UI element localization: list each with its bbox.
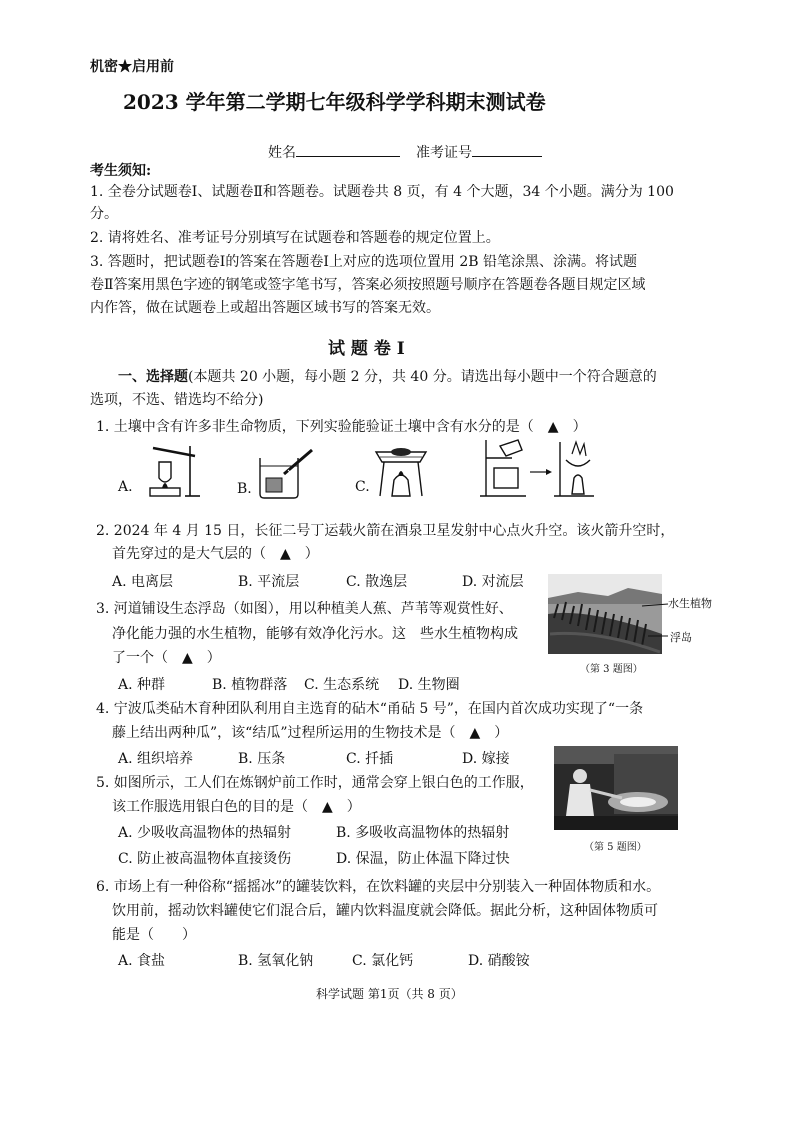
id-label: 准考证号 bbox=[416, 145, 472, 161]
q3-stem: 了一个（ ▲ ） bbox=[112, 650, 221, 666]
q3-stem: 3. 河道铺设生态浮岛（如图），用以种植美人蕉、芦苇等观赏性好、 bbox=[96, 601, 513, 617]
q3-option-c[interactable]: C. 生态系统 bbox=[304, 677, 380, 693]
q6-option-b[interactable]: B. 氢氧化钠 bbox=[238, 953, 314, 969]
notice-line: 分。 bbox=[90, 206, 118, 222]
q3-label-island: 浮岛 bbox=[670, 631, 692, 644]
q5-option-b[interactable]: B. 多吸收高温物体的热辐射 bbox=[336, 825, 510, 841]
q1-apparatus-d-icon bbox=[478, 436, 596, 500]
exam-title: 2023 学年第二学期七年级科学学科期末测试卷 bbox=[123, 90, 546, 114]
q3-option-d[interactable]: D. 生物圈 bbox=[398, 677, 460, 693]
section-heading bbox=[118, 370, 657, 384]
q2-option-b[interactable]: B. 平流层 bbox=[238, 574, 300, 590]
notice-heading: 考生须知: bbox=[90, 163, 152, 179]
q3-option-a[interactable]: A. 种群 bbox=[118, 677, 166, 693]
q1-option-b-label: B. bbox=[237, 481, 252, 497]
q2-stem: 2. 2024 年 4 月 15 日，长征二号丁运载火箭在酒泉卫星发射中心点火升空。该火箭升空时， bbox=[96, 523, 675, 539]
q3-stem: 净化能力强的水生植物，能够有效净化污水。这 些水生植物构成 bbox=[112, 626, 518, 642]
q4-option-d[interactable]: D. 嫁接 bbox=[462, 751, 510, 767]
q5-option-d[interactable]: D. 保温，防止体温下降过快 bbox=[336, 851, 510, 867]
q1-apparatus-a-icon bbox=[145, 440, 205, 498]
section-heading-bold: 一、选择题 bbox=[118, 369, 188, 385]
q2-option-c[interactable]: C. 散逸层 bbox=[346, 574, 408, 590]
q1-apparatus-c-icon bbox=[370, 440, 432, 500]
q3-caption: （第 3 题图） bbox=[580, 664, 643, 675]
id-field[interactable] bbox=[416, 144, 542, 160]
secret-label: 机密★启用前 bbox=[90, 59, 174, 75]
q4-option-a[interactable]: A. 组织培养 bbox=[118, 751, 194, 767]
notice-line: 卷Ⅱ答案用黑色字迹的钢笔或签字笔书写，答案必须按照题号顺序在答题卷各题目规定区域 bbox=[90, 277, 646, 293]
section-heading-rest: (本题共 20 小题，每小题 2 分，共 40 分。请选出每小题中一个符合题意的 bbox=[188, 369, 657, 385]
q1-option-a-label: A. bbox=[118, 479, 133, 495]
q5-stem: 5. 如图所示，工人们在炼钢炉前工作时，通常会穿上银白色的工作服， bbox=[96, 775, 534, 791]
q6-stem: 饮用前，摇动饮料罐使它们混合后，罐内饮料温度就会降低。据此分析，这种固体物质可 bbox=[112, 903, 658, 919]
notice-line: 1. 全卷分试题卷Ⅰ、试题卷Ⅱ和答题卷。试题卷共 8 页，有 4 个大题，34 个小题。满分为 100 bbox=[90, 184, 674, 200]
q5-furnace-worker-photo bbox=[554, 746, 678, 830]
q4-stem: 藤上结出两种瓜”，该“结瓜”过程所运用的生物技术是（ ▲ ） bbox=[112, 725, 509, 741]
q5-caption: （第 5 题图） bbox=[584, 842, 647, 853]
name-field[interactable] bbox=[268, 144, 400, 160]
notice-line: 3. 答题时，把试题卷Ⅰ的答案在答题卷Ⅰ上对应的选项位置用 2B 铅笔涂黑、涂满。将试题 bbox=[90, 254, 637, 270]
section-title: 试 题 卷 I bbox=[328, 339, 405, 359]
q6-stem: 6. 市场上有一种俗称“摇摇冰”的罐装饮料，在饮料罐的夹层中分别装入一种固体物质和水。 bbox=[96, 879, 661, 895]
q4-option-c[interactable]: C. 扦插 bbox=[346, 751, 394, 767]
notice-line: 内作答，做在试题卷上或超出答题区域书写的答案无效。 bbox=[90, 300, 440, 316]
name-label: 姓名 bbox=[268, 145, 296, 161]
q3-pointer-lines bbox=[640, 596, 670, 646]
q6-option-a[interactable]: A. 食盐 bbox=[118, 953, 166, 969]
q4-option-b[interactable]: B. 压条 bbox=[238, 751, 286, 767]
q5-option-c[interactable]: C. 防止被高温物体直接烫伤 bbox=[118, 851, 292, 867]
q2-option-a[interactable]: A. 电离层 bbox=[112, 574, 174, 590]
q4-stem: 4. 宁波瓜类砧木育种团队利用自主选育的砧木“甬砧 5 号”，在国内首次成功实现了“一条 bbox=[96, 701, 644, 717]
q6-stem: 能是（ ） bbox=[112, 927, 196, 943]
q1-apparatus-b-icon bbox=[254, 444, 316, 500]
q2-stem: 首先穿过的是大气层的（ ▲ ） bbox=[112, 546, 319, 562]
q1-stem: 1. 土壤中含有许多非生命物质，下列实验能验证土壤中含有水分的是（ ▲ ） bbox=[96, 419, 587, 435]
q6-option-d[interactable]: D. 硝酸铵 bbox=[468, 953, 530, 969]
section-heading-line2: 选项，不选、错选均不给分) bbox=[90, 392, 264, 408]
page-footer: 科学试题 第1页（共 8 页） bbox=[316, 987, 463, 1001]
q5-stem: 该工作服选用银白色的目的是（ ▲ ） bbox=[112, 799, 361, 815]
q3-label-plant: 水生植物 bbox=[668, 597, 712, 610]
q1-option-c-label: C. bbox=[355, 479, 370, 495]
notice-line: 2. 请将姓名、准考证号分别填写在试题卷和答题卷的规定位置上。 bbox=[90, 230, 500, 246]
q5-option-a[interactable]: A. 少吸收高温物体的热辐射 bbox=[118, 825, 292, 841]
q6-option-c[interactable]: C. 氯化钙 bbox=[352, 953, 414, 969]
q2-option-d[interactable]: D. 对流层 bbox=[462, 574, 524, 590]
q3-option-b[interactable]: B. 植物群落 bbox=[212, 677, 288, 693]
